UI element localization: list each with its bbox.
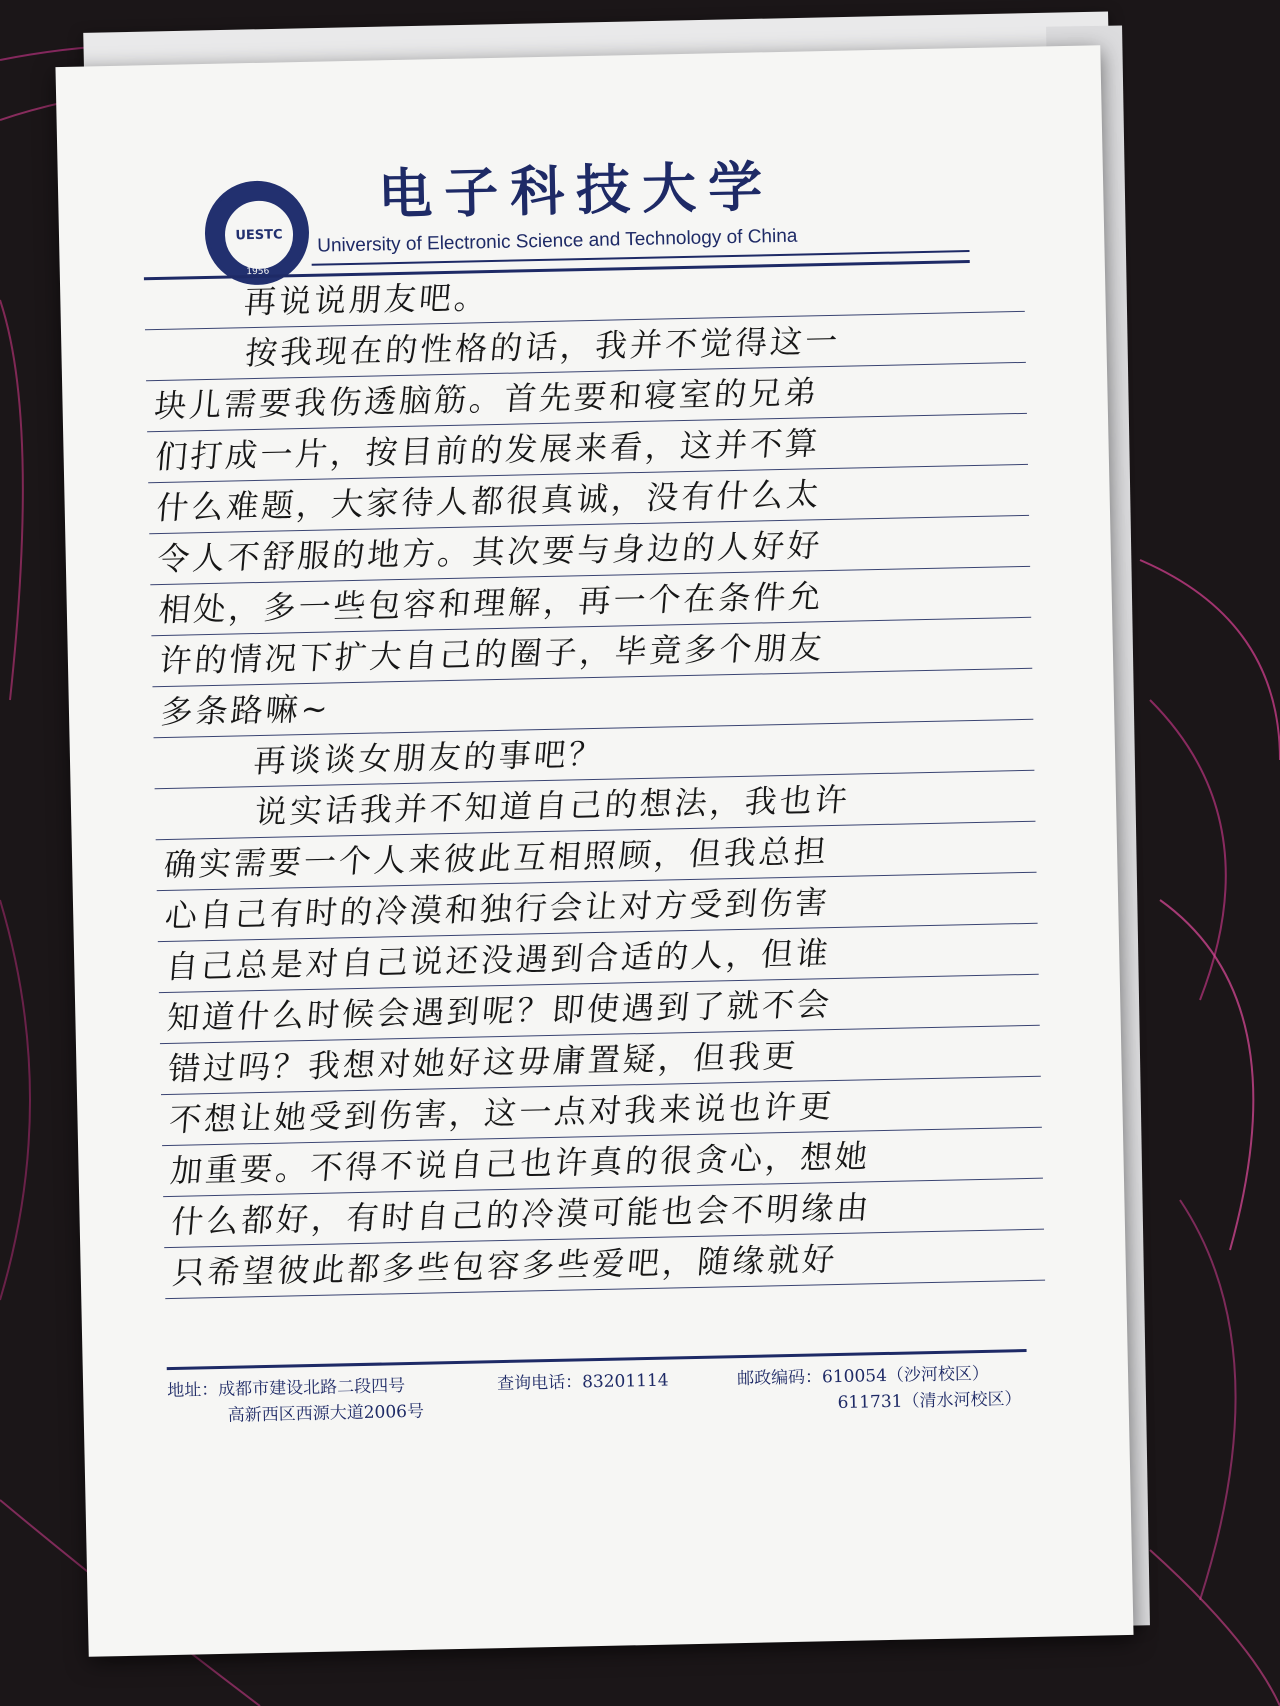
handwritten-line: 错过吗？我想对她好这毋庸置疑，但我更 — [166, 1036, 800, 1089]
handwritten-line: 心自己有时的冷漠和独行会让对方受到伤害 — [163, 883, 832, 936]
handwritten-line: 多条路嘛~ — [159, 689, 333, 732]
postcode-shahe: 邮政编码：610054（沙河校区） — [736, 1363, 990, 1390]
handwritten-line: 块儿需要我伤透脑筋。首先要和寝室的兄弟 — [152, 373, 821, 426]
handwritten-line: 相处，多一些包容和理解，再一个在条件允 — [157, 577, 826, 630]
handwritten-line: 什么都好，有时自己的冷漠可能也会不明缘由 — [169, 1188, 873, 1241]
handwritten-line: 许的情况下扩大自己的圈子，毕竟多个朋友 — [158, 628, 827, 681]
seal-text: UESTC — [235, 226, 283, 243]
address: 地址：成都市建设北路二段四号 — [167, 1376, 406, 1402]
handwritten-line: 按我现在的性格的话，我并不觉得这一 — [243, 321, 842, 373]
handwritten-line: 再说说朋友吧。 — [242, 278, 491, 322]
handwritten-line: 什么难题，大家待人都很真诚，没有什么太 — [154, 475, 823, 528]
handwritten-line: 再谈谈女朋友的事吧？ — [252, 734, 606, 781]
postcode-qingshuihe: 611731（清水河校区） — [837, 1389, 1022, 1414]
handwritten-line: 知道什么时候会遇到呢？即使遇到了就不会 — [165, 985, 834, 1038]
handwritten-line: 们打成一片，按目前的发展来看，这并不算 — [153, 424, 822, 477]
handwritten-line: 令人不舒服的地方。其次要与身边的人好好 — [155, 526, 825, 579]
handwritten-line: 自己总是对自己说还没遇到合适的人，但谁 — [164, 934, 833, 987]
handwritten-line: 只希望彼此都多些包容多些爱吧，随缘就好 — [170, 1239, 840, 1292]
phone: 查询电话：83201114 — [496, 1370, 669, 1395]
university-name-cn: 电子科技大学 — [377, 154, 775, 227]
seal-year: 1956 — [246, 266, 270, 278]
letter-sheet — [55, 45, 1133, 1657]
university-seal-icon — [204, 180, 310, 286]
handwritten-line: 说实话我并不知道自己的想法，我也许 — [253, 780, 852, 832]
letter-body — [144, 261, 1045, 1299]
university-name-en: University of Electronic Science and Technology of China — [317, 225, 798, 257]
handwritten-line: 加重要。不得不说自己也许真的很贪心，想她 — [168, 1137, 872, 1190]
handwritten-line: 确实需要一个人来彼此互相照顾，但我总担 — [162, 832, 831, 885]
address-line2: 高新西区西源大道2006号 — [227, 1401, 425, 1426]
handwritten-line: 不想让她受到伤害，这一点对我来说也许更 — [167, 1086, 836, 1140]
